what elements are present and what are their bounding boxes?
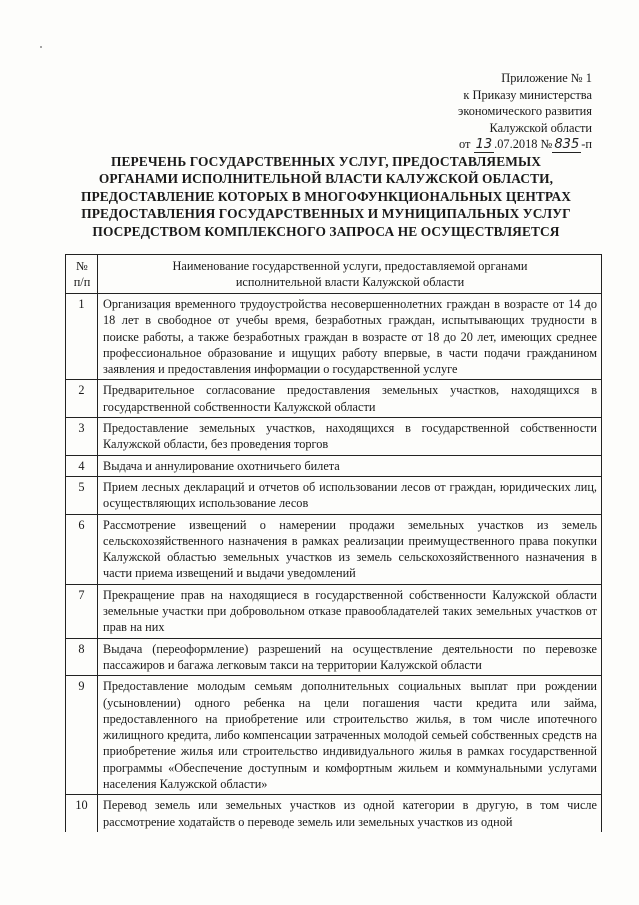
table-row xyxy=(66,584,602,638)
row-service: Прекращение прав на находящиеся в государственной собственности Калужской области земельные участки при добровольном отказе правообладателей таких земельных участков от прав на них xyxy=(98,584,602,638)
appendix-line: Калужской области xyxy=(489,120,592,135)
title-line: ПРЕДОСТАВЛЕНИЕ КОТОРЫХ В МНОГОФУНКЦИОНАЛЬНЫХ ЦЕНТРАХ xyxy=(80,188,572,204)
date-day-handwritten: 13 xyxy=(475,137,493,153)
row-service: Предоставление земельных участков, находящихся в государственной собственности Калужской области, без проведения торгов xyxy=(98,418,602,456)
table-row xyxy=(66,795,602,832)
row-number: 1 xyxy=(66,294,98,380)
services-table xyxy=(65,254,602,832)
header-service-name xyxy=(98,255,602,294)
table-row xyxy=(66,514,602,584)
row-number: 2 xyxy=(66,380,98,418)
table-row xyxy=(66,476,602,514)
row-number: 7 xyxy=(66,584,98,638)
header-number-line: № xyxy=(76,259,88,273)
appendix-header xyxy=(362,70,592,154)
appendix-line: к Приказу министерства xyxy=(463,87,592,102)
document-title xyxy=(60,153,592,240)
row-number: 8 xyxy=(66,638,98,676)
row-number: 3 xyxy=(66,418,98,456)
table-row xyxy=(66,418,602,456)
order-suffix: -п xyxy=(581,137,592,152)
table-header-row xyxy=(66,255,602,294)
row-service: Предварительное согласование предоставления земельных участков, находящихся в государственной собственности Калужской области xyxy=(98,380,602,418)
row-service: Перевод земель или земельных участков из одной категории в другую, в том числе рассмотрение ходатайств о переводе земель или земельных участков из одной xyxy=(98,795,602,832)
row-service: Выдача и аннулирование охотничьего билета xyxy=(98,455,602,476)
date-rest: .07.2018 № xyxy=(494,137,553,152)
header-number-line: п/п xyxy=(73,274,91,289)
row-service: Рассмотрение извещений о намерении продажи земельных участков из земель сельскохозяйственного назначения в рамках реализации преимущественного права покупки Калужской областью земельных участков из земель сельскохозяйственного назначения в части приема извещений и выдачи уведомлений xyxy=(98,514,602,584)
row-number: 4 xyxy=(66,455,98,476)
row-service: Прием лесных деклараций и отчетов об использовании лесов от граждан, юридических лиц, осуществляющих использование лесов xyxy=(98,476,602,514)
stray-mark xyxy=(40,46,42,48)
table-row xyxy=(66,455,602,476)
row-service: Выдача (переоформление) разрешений на осуществление деятельности по перевозке пассажиров и багажа легковым такси на территории Калужской области xyxy=(98,638,602,676)
title-line: ОРГАНАМИ ИСПОЛНИТЕЛЬНОЙ ВЛАСТИ КАЛУЖСКОЙ ОБЛАСТИ, xyxy=(98,171,554,187)
row-service: Организация временного трудоустройства несовершеннолетних граждан в возрасте от 14 до 18 лет в свободное от учебы время, безработных граждан, испытывающих трудности в поиске работы, а также безработных граждан в возрасте от 18 до 20 лет, имеющих среднее профессиональное образование и ищущих работу впервые, в части подачи гражданином заявления и предоставления информации о государственной услуге xyxy=(98,294,602,380)
table-row xyxy=(66,676,602,795)
table-row xyxy=(66,380,602,418)
appendix-line: экономического развития xyxy=(458,104,592,119)
row-number: 9 xyxy=(66,676,98,795)
row-number: 6 xyxy=(66,514,98,584)
table-row xyxy=(66,638,602,676)
header-name-line: исполнительной власти Калужской области xyxy=(235,274,465,289)
header-name-line: Наименование государственной услуги, предоставляемой органами xyxy=(172,259,528,273)
appendix-date-line xyxy=(362,136,592,154)
table-row xyxy=(66,294,602,380)
appendix-line: Приложение № 1 xyxy=(501,71,592,85)
date-prefix: от xyxy=(459,137,471,152)
order-number-handwritten: 835 xyxy=(554,137,580,153)
header-number xyxy=(66,255,98,294)
row-number: 10 xyxy=(66,795,98,832)
title-line: ПОСРЕДСТВОМ КОМПЛЕКСНОГО ЗАПРОСА НЕ ОСУЩЕСТВЛЯЕТСЯ xyxy=(92,223,560,239)
title-line: ПРЕДОСТАВЛЕНИЯ ГОСУДАРСТВЕННЫХ И МУНИЦИПАЛЬНЫХ УСЛУГ xyxy=(81,206,571,222)
row-number: 5 xyxy=(66,476,98,514)
row-service: Предоставление молодым семьям дополнительных социальных выплат при рождении (усыновлении) одного ребенка на цели погашения части кредита или займа, предоставленного на приобретение или строительство жилья, в том числе ипотечного жилищного кредита, либо компенсации затраченных молодой семьей собственных средств на приобретение жилья или строительство индивидуального жилья в рамках государственной программы «Обеспечение доступным и комфортным жильем и коммунальными услугами населения Калужской области» xyxy=(98,676,602,795)
title-line: ПЕРЕЧЕНЬ ГОСУДАРСТВЕННЫХ УСЛУГ, ПРЕДОСТАВЛЯЕМЫХ xyxy=(110,154,541,169)
